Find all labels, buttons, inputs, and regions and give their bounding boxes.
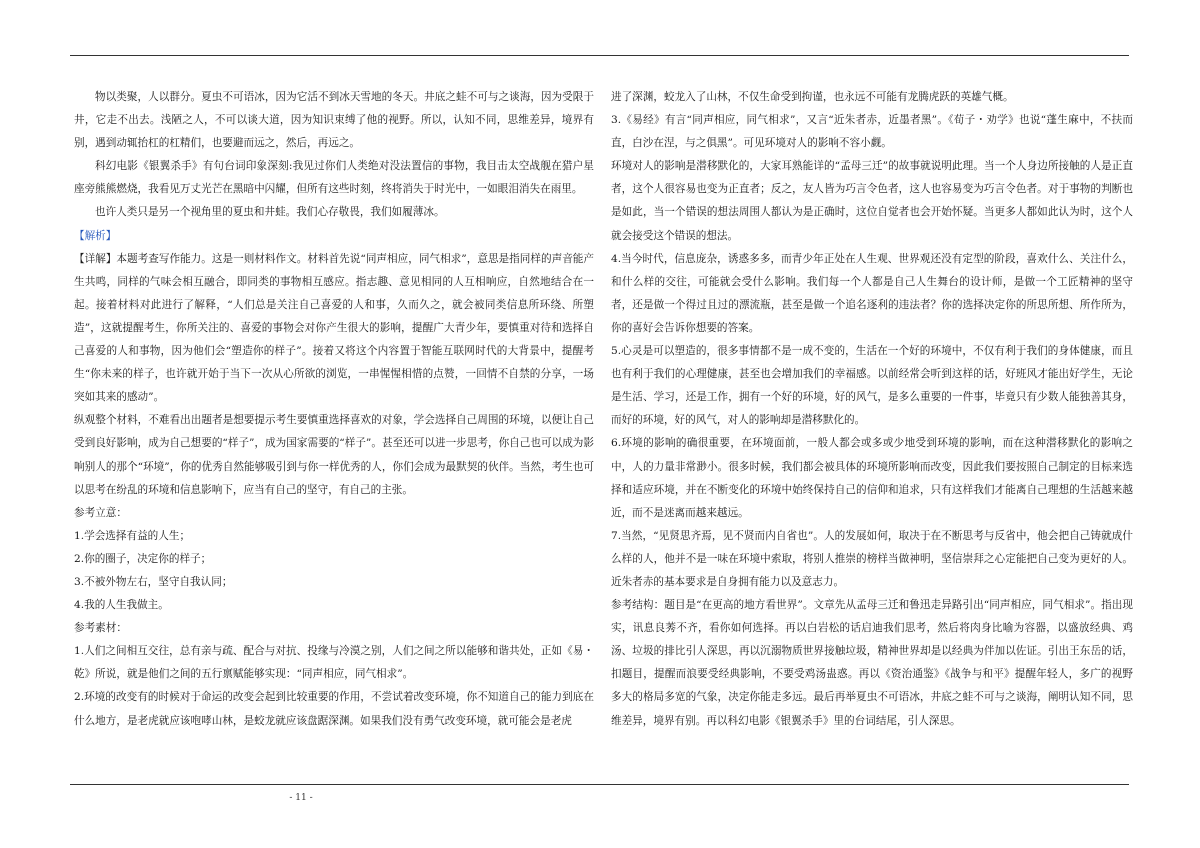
paragraph: 纵观整个材料，不难看出出题者是想要提示考生要慎重选择喜欢的对象，学会选择自己周围的环境，以便让自己受到良好影响，成为自己想要的“样子”，成为国家需要的“样子”。甚至还可以进一步思考，你自己也可以成为影响别人的那个“环境”，你的优秀自然能够吸引到与你一样优秀的人，你们会成为最默契的伙伴。当然，考生也可以思考在纷乱的环境和信息影响下，应当有自己的坚守，有自己的主张。	[74, 414, 594, 496]
paragraph: 科幻电影《银翼杀手》有句台词印象深刻:我见过你们人类绝对没法置信的事物，我目击太空战舰在猎户星座旁熊熊燃烧，我看见万丈光芒在黑暗中闪耀，但所有这些时刻，终将消失于时光中，一如眼泪消失在雨里。	[74, 160, 594, 196]
left-column	[74, 86, 594, 733]
section-label: 参考立意：	[74, 506, 127, 519]
paragraph: 【详解】本题考查写作能力。这是一则材料作文。材料首先说“同声相应，同气相求”，意思是指同样的声音能产生共鸣，同样的气味会相互融合，即同类的事物相互感应。指志趣、意见相同的人互相响应，自然地结合在一起。接着材料对此进行了解释，“人们总是关注自己喜爱的人和事，久而久之，就会被同类信息所环绕、所塑造”，这就提醒考生，你所关注的、喜爱的事物会对你产生很大的影响，提醒广大青少年，要慎重对待和选择自己喜爱的人和事物，因为他们会“塑造你的样子”。接着又将这个内容置于智能互联网时代的大背景中，提醒考生“你未来的样子，也许就开始于当下一次从心所欲的浏览，一串惺惺相惜的点赞，一回情不自禁的分享，一场突如其来的感动”。	[74, 252, 594, 404]
list-item: 1.学会选择有益的人生；	[74, 529, 191, 542]
list-item: 4.我的人生我做主。	[74, 599, 169, 612]
paragraph: 进了深渊，蛟龙入了山林，不仅生命受到拘谨，也永远不可能有龙腾虎跃的英雄气概。	[611, 91, 1014, 103]
list-item: 3.《易经》有言“同声相应，同气相求”，又言“近朱者赤，近墨者黑”。《荀子・劝学》也说“蓬生麻中，不扶而直，白沙在涅，与之俱黑”。可见环境对人的影响不容小觑。	[611, 114, 1133, 150]
paragraph: 环境对人的影响是潜移默化的，大家耳熟能详的“孟母三迁”的故事就说明此理。当一个人身边所接触的人是正直者，这个人很容易也变为正直者；反之，友人皆为巧言令色者，这人也容易变为巧言令色者。对于事物的判断也是如此，当一个错误的想法周围人都认为是正确时，这位自觉者也会开始怀疑。当更多人都如此认为时，这个人就会接受这个错误的想法。	[611, 160, 1133, 242]
section-label: 参考素材：	[74, 622, 127, 635]
analysis-heading: 【解析】	[74, 229, 117, 242]
list-item: 2.环境的改变有的时候对于命运的改变会起到比较重要的作用，不尝试着改变环境，你不知道自己的能力到底在什么地方，是老虎就应该咆哮山林，是蛟龙就应该盘踞深渊。如果我们没有勇气改变环境，就可能会是老虎	[74, 691, 594, 727]
paragraph: 也许人类只是另一个视角里的夏虫和井蛙。我们心存敬畏，我们如履薄冰。	[95, 206, 445, 219]
list-item: 2.你的圈子，决定你的样子；	[74, 552, 212, 565]
top-rule	[70, 55, 1129, 56]
list-item: 1.人们之间相互交往，总有亲与疏、配合与对抗、投缘与冷漠之别，人们之间之所以能够和谐共处，正如《易・乾》所说，就是他们之间的五行禀赋能够实现：“同声相应，同气相求”。	[74, 645, 594, 681]
list-item: 6.环境的影响的确很重要，在环境面前，一般人都会或多或少地受到环境的影响，而在这种潜移默化的影响之中，人的力量非常渺小。很多时候，我们都会被具体的环境所影响而改变，因此我们要按照自己制定的目标来选择和适应环境，并在不断变化的环境中始终保持自己的信仰和追求，只有这样我们才能离自己理想的生活越来越近，而不是迷离而越来越远。	[611, 437, 1133, 519]
list-item: 3.不被外物左右，坚守自我认同；	[74, 575, 233, 588]
paragraph: 物以类聚，人以群分。夏虫不可语冰，因为它活不到冰天雪地的冬天。井底之蛙不可与之谈海，因为受限于井，它走不出去。浅陋之人，不可以谈大道，因为知识束缚了他的视野。所以，认知不同，思维差异，境界有别，遇到动辄抬杠的杠精们，也要避而远之，然后，再远之。	[74, 91, 594, 150]
list-item: 5.心灵是可以塑造的，很多事情都不是一成不变的，生活在一个好的环境中，不仅有利于我们的身体健康，而且也有利于我们的心理健康，甚至也会增加我们的幸福感。以前经常会听到这样的话，好班风才能出好学生，无论是生活、学习，还是工作，拥有一个好的环境，好的风气，是多么重要的一件事，毕竟只有少数人能独善其身，而好的环境，好的风气，对人的影响却是潜移默化的。	[611, 345, 1133, 427]
bottom-rule	[70, 784, 1129, 785]
list-item: 4.当今时代，信息庞杂，诱惑多多，而青少年正处在人生观、世界观还没有定型的阶段，喜欢什么、关注什么，和什么样的交往，可能就会受什么影响。我们每一个人都是自己人生舞台的设计师，是做一个工匠精神的坚守者，还是做一个得过且过的漂流瓶，甚至是做一个追名逐利的违法者？你的选择决定你的所思所想、所作所为，你的喜好会告诉你想要的答案。	[611, 252, 1133, 334]
paragraph: 参考结构：题目是“在更高的地方看世界”。文章先从孟母三迁和鲁迅走异路引出“同声相应，同气相求”。指出现实，讯息良莠不齐，看你如何选择。再以白岩松的话启迪我们思考，然后将肉身比喻为容器，以盛放经典、鸡汤、垃圾的排比引人深思，再以沉溺物质世界接触垃圾，精神世界却是以经典为伴加以佐证。引出王东岳的话，扣题目，提醒而浪要受经典影响，不要受鸡汤蛊惑。再以《资治通鉴》《战争与和平》提醒年轻人，多广的视野多大的格局多宽的气象，决定你能走多远。最后再举夏虫不可语冰，井底之蛙不可与之谈海，阐明认知不同，思维差异，境界有别。再以科幻电影《银翼杀手》里的台词结尾，引人深思。	[611, 599, 1133, 727]
list-item: 7.当然，“见贤思齐焉，见不贤而内自省也”。人的发展如何，取决于在不断思考与反省中，他会把自己铸就成什么样的人，他并不是一味在环境中索取，将别人推崇的榜样当做神明，坚信崇拜之心定能把自己变为更好的人。近朱者赤的基本要求是自身拥有能力以及意志力。	[611, 529, 1133, 588]
page-number: - 11 -	[289, 793, 313, 803]
right-column	[611, 86, 1133, 733]
